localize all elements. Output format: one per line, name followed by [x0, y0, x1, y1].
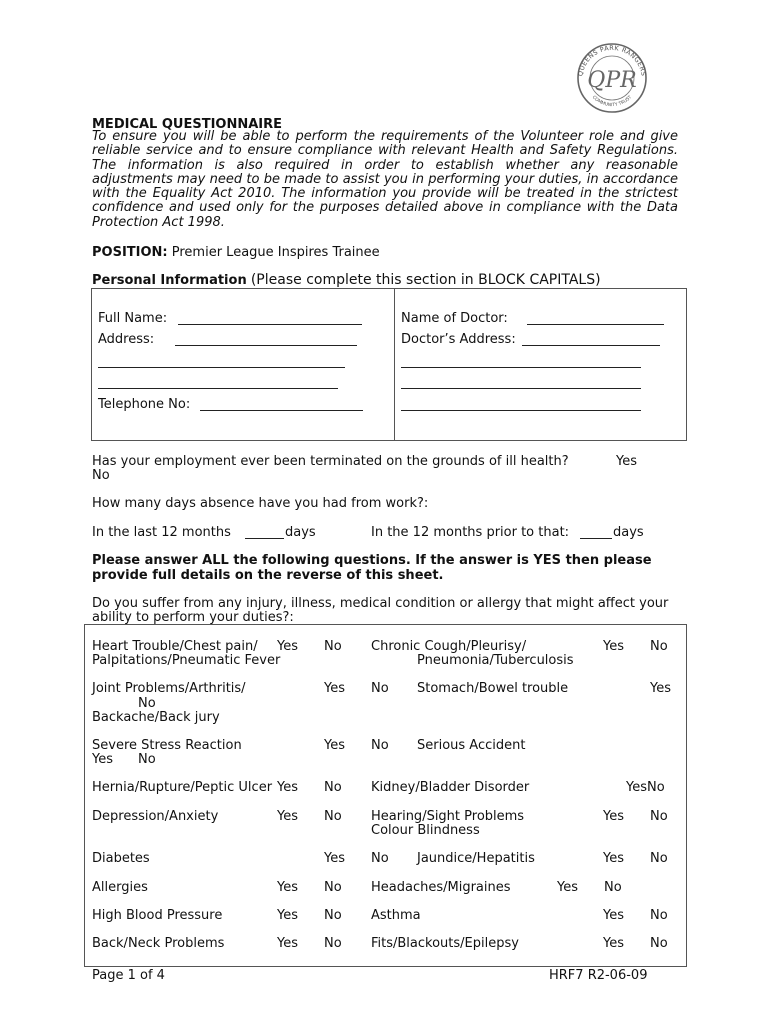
condition-heart: Heart Trouble/Chest pain/ — [92, 639, 258, 654]
address-field-2[interactable] — [98, 367, 345, 368]
personal-info-note: (Please complete this section in BLOCK CAPITALS) — [250, 272, 601, 288]
doctor-name-field[interactable] — [527, 324, 664, 325]
depression-no[interactable]: No — [324, 809, 342, 824]
absence-prior12-field[interactable] — [580, 538, 612, 539]
joint-no[interactable]: No — [371, 681, 389, 696]
position-row — [92, 245, 380, 260]
heart-no[interactable]: No — [324, 639, 342, 654]
doctor-address-field-4[interactable] — [401, 410, 641, 411]
absence-last12-label: In the last 12 months — [92, 525, 231, 540]
condition-depression: Depression/Anxiety — [92, 809, 219, 824]
hernia-no[interactable]: No — [324, 780, 342, 795]
address-field-1[interactable] — [175, 345, 357, 346]
joint-yes[interactable]: Yes — [324, 681, 345, 696]
condition-cough-line-2: Pneumonia/Tuberculosis — [417, 653, 574, 668]
condition-joint: Joint Problems/Arthritis/ — [92, 681, 246, 696]
diabetes-yes[interactable]: Yes — [324, 851, 345, 866]
instructions-line-2: provide full details on the reverse of this sheet. — [92, 568, 444, 583]
condition-stress: Severe Stress Reaction — [92, 738, 242, 753]
conditions-question-line-1: Do you suffer from any injury, illness, medical condition or allergy that might affect your — [92, 596, 669, 611]
depression-yes[interactable]: Yes — [277, 809, 298, 824]
heart-yes[interactable]: Yes — [277, 639, 298, 654]
cough-no[interactable]: No — [650, 639, 668, 654]
bp-no[interactable]: No — [324, 908, 342, 923]
svg-text:QPR: QPR — [587, 68, 637, 93]
doctor-address-field-3[interactable] — [401, 388, 641, 389]
absence-prior12-label: In the 12 months prior to that: — [371, 525, 570, 540]
telephone-label: Telephone No: — [98, 397, 191, 412]
personal-info-divider — [394, 288, 395, 440]
headaches-yes[interactable]: Yes — [557, 880, 578, 895]
absence-question: How many days absence have you had from work?: — [92, 496, 429, 511]
instructions-line-1: Please answer ALL the following questions. If the answer is YES then please — [92, 553, 652, 568]
kidney-yes-no[interactable]: YesNo — [626, 780, 665, 795]
hearing-yes[interactable]: Yes — [603, 809, 624, 824]
condition-hearing: Hearing/Sight Problems — [371, 809, 525, 824]
condition-asthma: Asthma — [371, 908, 421, 923]
absence-last12-field[interactable] — [245, 538, 284, 539]
intro-paragraph: To ensure you will be able to perform the requirements of the Volunteer role and give reliable service and to ensure compliance with relevant Health and Safety Regulations. The information is also required in order to establish whether any reasonable adjustments may need to be made to assist you in performing your duties, in accordance with the Equality Act 2010. The information you provide will be treated in the strictest confidence and used only for the purposes detailed above in compliance with the Data Protection Act 1998. — [92, 129, 678, 230]
personal-info-title: Personal Information — [92, 273, 247, 288]
headaches-no[interactable]: No — [604, 880, 622, 895]
full-name-field[interactable] — [178, 324, 362, 325]
stress-no[interactable]: No — [371, 738, 389, 753]
condition-fits: Fits/Blackouts/Epilepsy — [371, 936, 519, 951]
form-code: HRF7 R2-06-09 — [549, 968, 648, 983]
employment-no[interactable]: No — [92, 468, 110, 483]
page-title: MEDICAL QUESTIONNAIRE — [92, 117, 283, 132]
condition-backache: Backache/Back jury — [92, 710, 220, 725]
condition-headaches: Headaches/Migraines — [371, 880, 511, 895]
personal-info-heading — [92, 273, 601, 288]
cough-yes[interactable]: Yes — [603, 639, 624, 654]
address-field-3[interactable] — [98, 388, 338, 389]
condition-back-neck: Back/Neck Problems — [92, 936, 225, 951]
page-number: Page 1 of 4 — [92, 968, 165, 983]
jaundice-yes[interactable]: Yes — [603, 851, 624, 866]
condition-colour: Colour Blindness — [371, 823, 480, 838]
condition-hernia: Hernia/Rupture/Peptic Ulcer — [92, 780, 273, 795]
telephone-field[interactable] — [200, 410, 363, 411]
condition-heart-line-2: Palpitations/Pneumatic Fever — [92, 653, 281, 668]
condition-allergies: Allergies — [92, 880, 148, 895]
jaundice-no[interactable]: No — [650, 851, 668, 866]
address-label: Address: — [98, 332, 155, 347]
svg-text:QUEENS PARK RANGERS: QUEENS PARK RANGERS — [576, 43, 648, 77]
stomach-yes[interactable]: Yes — [650, 681, 671, 696]
accident-no[interactable]: No — [138, 752, 156, 767]
condition-cough: Chronic Cough/Pleurisy/ — [371, 639, 527, 654]
fits-no[interactable]: No — [650, 936, 668, 951]
position-value: Premier League Inspires Trainee — [171, 245, 380, 260]
condition-jaundice: Jaundice/Hepatitis — [417, 851, 535, 866]
stress-yes[interactable]: Yes — [324, 738, 345, 753]
conditions-question-line-2: ability to perform your duties?: — [92, 610, 294, 625]
doctor-address-field-2[interactable] — [401, 367, 641, 368]
doctor-name-label: Name of Doctor: — [401, 311, 508, 326]
stomach-no[interactable]: No — [138, 696, 156, 711]
personal-info-box — [91, 288, 687, 441]
condition-blood-pressure: High Blood Pressure — [92, 908, 223, 923]
doctor-address-label: Doctor’s Address: — [401, 332, 516, 347]
condition-diabetes: Diabetes — [92, 851, 150, 866]
back-neck-no[interactable]: No — [324, 936, 342, 951]
doctor-address-field-1[interactable] — [522, 345, 660, 346]
condition-accident: Serious Accident — [417, 738, 526, 753]
asthma-no[interactable]: No — [650, 908, 668, 923]
accident-yes[interactable]: Yes — [92, 752, 113, 767]
condition-kidney: Kidney/Bladder Disorder — [371, 780, 530, 795]
full-name-label: Full Name: — [98, 311, 168, 326]
allergies-no[interactable]: No — [324, 880, 342, 895]
hernia-yes[interactable]: Yes — [277, 780, 298, 795]
bp-yes[interactable]: Yes — [277, 908, 298, 923]
absence-last12-days: days — [285, 525, 316, 540]
back-neck-yes[interactable]: Yes — [277, 936, 298, 951]
condition-stomach: Stomach/Bowel trouble — [417, 681, 569, 696]
employment-question: Has your employment ever been terminated on the grounds of ill health? — [92, 454, 569, 469]
position-label: POSITION: — [92, 245, 168, 260]
employment-yes[interactable]: Yes — [616, 454, 637, 469]
svg-text:COMMUNITY TRUST: COMMUNITY TRUST — [590, 95, 634, 109]
allergies-yes[interactable]: Yes — [277, 880, 298, 895]
hearing-no[interactable]: No — [650, 809, 668, 824]
absence-prior12-days: days — [613, 525, 644, 540]
qpr-community-trust-logo — [572, 42, 652, 114]
asthma-yes[interactable]: Yes — [603, 908, 624, 923]
diabetes-no[interactable]: No — [371, 851, 389, 866]
fits-yes[interactable]: Yes — [603, 936, 624, 951]
